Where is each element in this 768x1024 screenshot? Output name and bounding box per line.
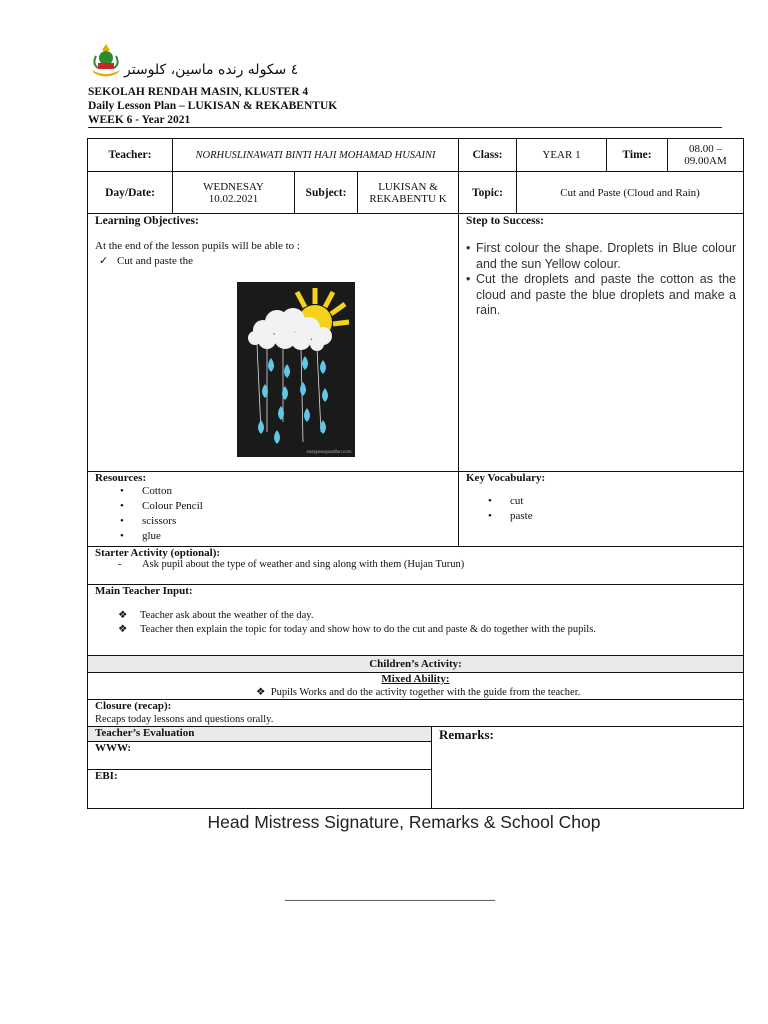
- diamond-bullet-icon: ❖: [118, 624, 128, 635]
- main-input-item: [118, 609, 736, 623]
- subject-label-cell: [294, 171, 358, 214]
- steps-cell: [458, 213, 744, 472]
- vocab-cell: [458, 471, 744, 547]
- day-value-cell: [172, 171, 295, 214]
- main-input-text: Teacher then explain the topic for today and show how to do the cut and paste & do together with the pupils.: [140, 624, 596, 635]
- resource-item-text: scissors: [142, 515, 177, 527]
- teacher-name: NORHUSLINAWATI BINTI HAJI MOHAMAD HUSAINI: [195, 149, 436, 161]
- diamond-bullet-icon: ❖: [118, 610, 128, 621]
- bullet-icon: •: [120, 530, 124, 542]
- topic-label-cell: [458, 171, 517, 214]
- step-item-text: Cut the droplets and paste the cotton as the cloud and paste the blue droplets and make a rain.: [476, 272, 736, 317]
- closure-text: Recaps today lessons and questions orally.: [95, 714, 274, 725]
- objectives-title: Learning Objectives:: [95, 215, 199, 227]
- date-value: 10.02.2021: [208, 192, 259, 205]
- vocab-title: Key Vocabulary:: [466, 472, 546, 484]
- signature-caption: Head Mistress Signature, Remarks & School Chop: [207, 812, 601, 832]
- bullet-icon: •: [488, 495, 492, 507]
- topic-value: Cut and Paste (Cloud and Rain): [560, 186, 700, 199]
- mixed-ability-text: Pupils Works and do the activity together with the guide from the teacher.: [270, 687, 581, 698]
- time-label-cell: [606, 138, 668, 172]
- ebi-cell: [87, 769, 432, 809]
- jawi-school-name: ٤ سکوله رنده ماسين، کلوستر: [124, 62, 299, 78]
- class-value-cell: [516, 138, 607, 172]
- subject-label: Subject:: [305, 186, 347, 199]
- time-label: Time:: [622, 149, 652, 161]
- diamond-bullet-icon: ❖: [256, 687, 266, 698]
- closure-title: Closure (recap):: [95, 700, 172, 712]
- main-input-item: [118, 623, 736, 637]
- step-item: [466, 241, 736, 272]
- day-label-cell: [87, 171, 173, 214]
- main-input-title: Main Teacher Input:: [95, 585, 193, 597]
- main-input-cell: [87, 584, 744, 656]
- resource-item-text: Colour Pencil: [142, 500, 203, 512]
- bullet-icon: •: [120, 485, 124, 497]
- www-cell: [87, 741, 432, 770]
- subject-value: LUKISAN & REKABENTU K: [369, 180, 447, 205]
- evaluation-header: [87, 726, 432, 742]
- signature-line: ______________________________: [285, 888, 495, 903]
- remarks-cell: [431, 726, 744, 809]
- teacher-label-cell: [87, 138, 173, 172]
- mixed-ability-cell: [87, 672, 744, 700]
- teacher-label: Teacher:: [108, 149, 152, 161]
- week-title: WEEK 6 - Year 2021: [88, 114, 191, 126]
- bullet-icon: •: [466, 241, 471, 255]
- plan-title: Daily Lesson Plan – LUKISAN & REKABENTUK: [88, 100, 338, 112]
- class-value: YEAR 1: [542, 149, 581, 161]
- cloud-rain-image: [237, 282, 355, 457]
- resources-cell: [87, 471, 459, 547]
- remarks-label: Remarks:: [439, 727, 494, 742]
- bullet-icon: •: [488, 510, 492, 522]
- children-activity-header: [87, 655, 744, 673]
- image-caption: easypeasyandfun.com: [306, 449, 352, 454]
- mixed-ability-item: [88, 686, 743, 699]
- topic-label: Topic:: [472, 186, 503, 199]
- step-item-text: First colour the shape. Droplets in Blue colour and the sun Yellow colour.: [476, 241, 736, 271]
- evaluation-title: Teacher’s Evaluation: [95, 727, 195, 739]
- main-input-text: Teacher ask about the weather of the day.: [140, 610, 314, 621]
- vocab-item: [488, 494, 736, 509]
- resource-item: [120, 499, 451, 514]
- objective-item: [95, 254, 451, 267]
- bullet-icon: •: [466, 272, 471, 286]
- mixed-ability-title: Mixed Ability:: [381, 673, 450, 685]
- school-name: SEKOLAH RENDAH MASIN, KLUSTER 4: [88, 86, 309, 98]
- resources-title: Resources:: [95, 472, 147, 484]
- steps-title: Step to Success:: [466, 215, 544, 227]
- step-item: [466, 272, 736, 319]
- starter-text: Ask pupil about the type of weather and sing along with them (Hujan Turun): [142, 559, 465, 570]
- resource-item: [120, 484, 451, 499]
- resource-item: [120, 514, 451, 529]
- resource-item-text: Cotton: [142, 485, 172, 497]
- vocab-item-text: paste: [510, 510, 533, 522]
- topic-value-cell: [516, 171, 744, 214]
- closure-cell: [87, 699, 744, 727]
- www-label: WWW:: [95, 742, 132, 754]
- vocab-item: [488, 509, 736, 524]
- subject-value-cell: [357, 171, 459, 214]
- school-logo: [88, 42, 124, 78]
- bullet-icon: •: [120, 515, 124, 527]
- starter-item: [95, 559, 736, 570]
- objective-item-text: Cut and paste the: [116, 255, 194, 267]
- class-label-cell: [458, 138, 517, 172]
- check-icon: ✓: [99, 255, 109, 267]
- class-label: Class:: [472, 149, 503, 161]
- bullet-icon: •: [120, 500, 124, 512]
- header-rule: [88, 127, 722, 128]
- children-activity-title: Children’s Activity:: [369, 658, 462, 670]
- day-value: WEDNESAY: [203, 180, 264, 193]
- day-label: Day/Date:: [105, 186, 155, 199]
- starter-title: Starter Activity (optional):: [95, 547, 221, 559]
- time-value: 08.00 – 09.00AM: [684, 143, 727, 167]
- time-value-cell: [667, 138, 744, 172]
- starter-cell: [87, 546, 744, 585]
- resource-item-text: glue: [142, 530, 161, 542]
- ebi-label: EBI:: [95, 770, 118, 782]
- vocab-item-text: cut: [510, 495, 524, 507]
- objectives-intro: At the end of the lesson pupils will be able to :: [95, 240, 300, 252]
- teacher-value-cell: [172, 138, 459, 172]
- resource-item: [120, 529, 451, 544]
- dash-icon: -: [118, 559, 122, 570]
